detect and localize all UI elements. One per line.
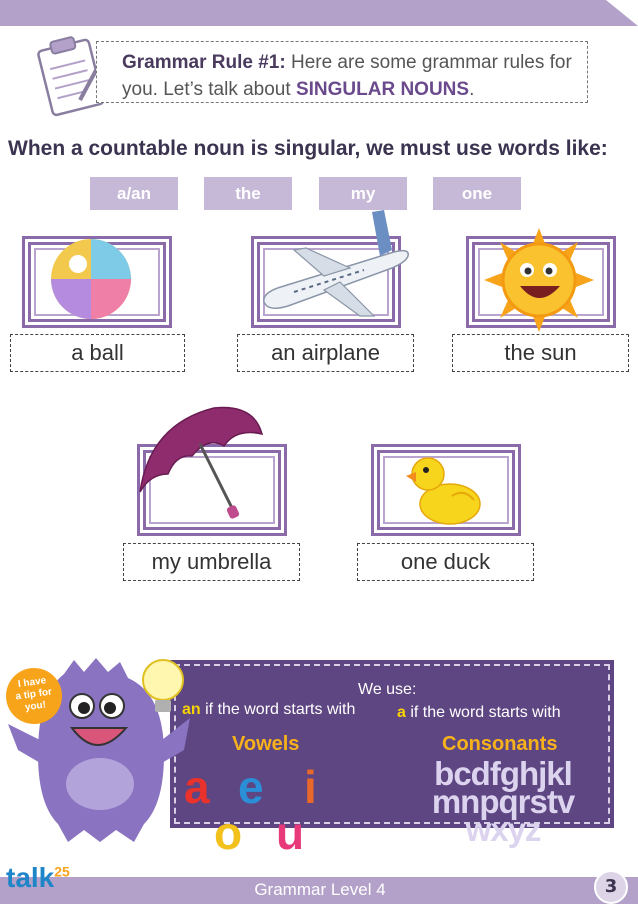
logo-word: talk [6,862,55,893]
consonant-letters [408,755,598,848]
talk25-logo [6,862,70,894]
page-number: 3 [594,870,628,904]
chip-the: the [204,177,292,210]
tip-a-rest: if the word starts with [405,704,561,721]
label-my-umbrella: my umbrella [123,543,300,581]
airplane-icon [254,210,414,320]
page-headline: When a countable noun is singular, we must use words like: [8,137,608,160]
logo-number: 25 [54,863,70,880]
vowel-u: u [276,807,305,859]
chip-one: one [433,177,521,210]
tip-a-word: a [397,704,406,721]
tip-an-rest: if the word starts with [200,701,356,718]
tip-an-rule [182,701,355,719]
vowel-e: e [238,761,264,813]
consonant-line3: wxyz [465,811,541,848]
label-a-ball: a ball [10,334,185,372]
consonant-line1: bcdfghjkl [434,755,572,792]
rule-suffix: . [469,79,475,100]
vowel-a: a [184,761,210,813]
footer-title: Grammar Level 4 [254,880,386,899]
lightbulb-icon [138,656,188,718]
rule-prefix: Grammar Rule #1: [122,52,286,73]
consonant-line2: mnpqrstv [431,783,575,820]
rule-body: Here are some grammar rules for you. Let’s talk about [122,52,572,100]
vowel-i: i [304,761,317,813]
rule-text [122,49,592,103]
label-one-duck: one duck [357,543,534,581]
vowel-o: o [214,807,243,859]
label-an-airplane: an airplane [237,334,414,372]
vowel-letters [180,760,358,860]
tip-badge-line3: you! [24,699,47,714]
tip-badge-line2: a tip for [14,686,53,703]
sun-icon [484,228,594,332]
vowels-title: Vowels [232,733,300,755]
tip-we-use: We use: [358,681,417,698]
tip-a-rule [397,704,561,722]
tip-an-word: an [182,701,201,718]
chip-a-an: a/an [90,177,178,210]
top-band [0,0,638,26]
tip-badge-line1: I have [17,675,47,691]
consonants-title: Consonants [442,733,558,755]
chip-my: my [319,177,407,210]
duck-icon [402,452,484,526]
umbrella-icon [136,404,266,522]
ball-icon [48,236,134,322]
label-the-sun: the sun [452,334,629,372]
rule-highlight: SINGULAR NOUNS [295,79,470,100]
